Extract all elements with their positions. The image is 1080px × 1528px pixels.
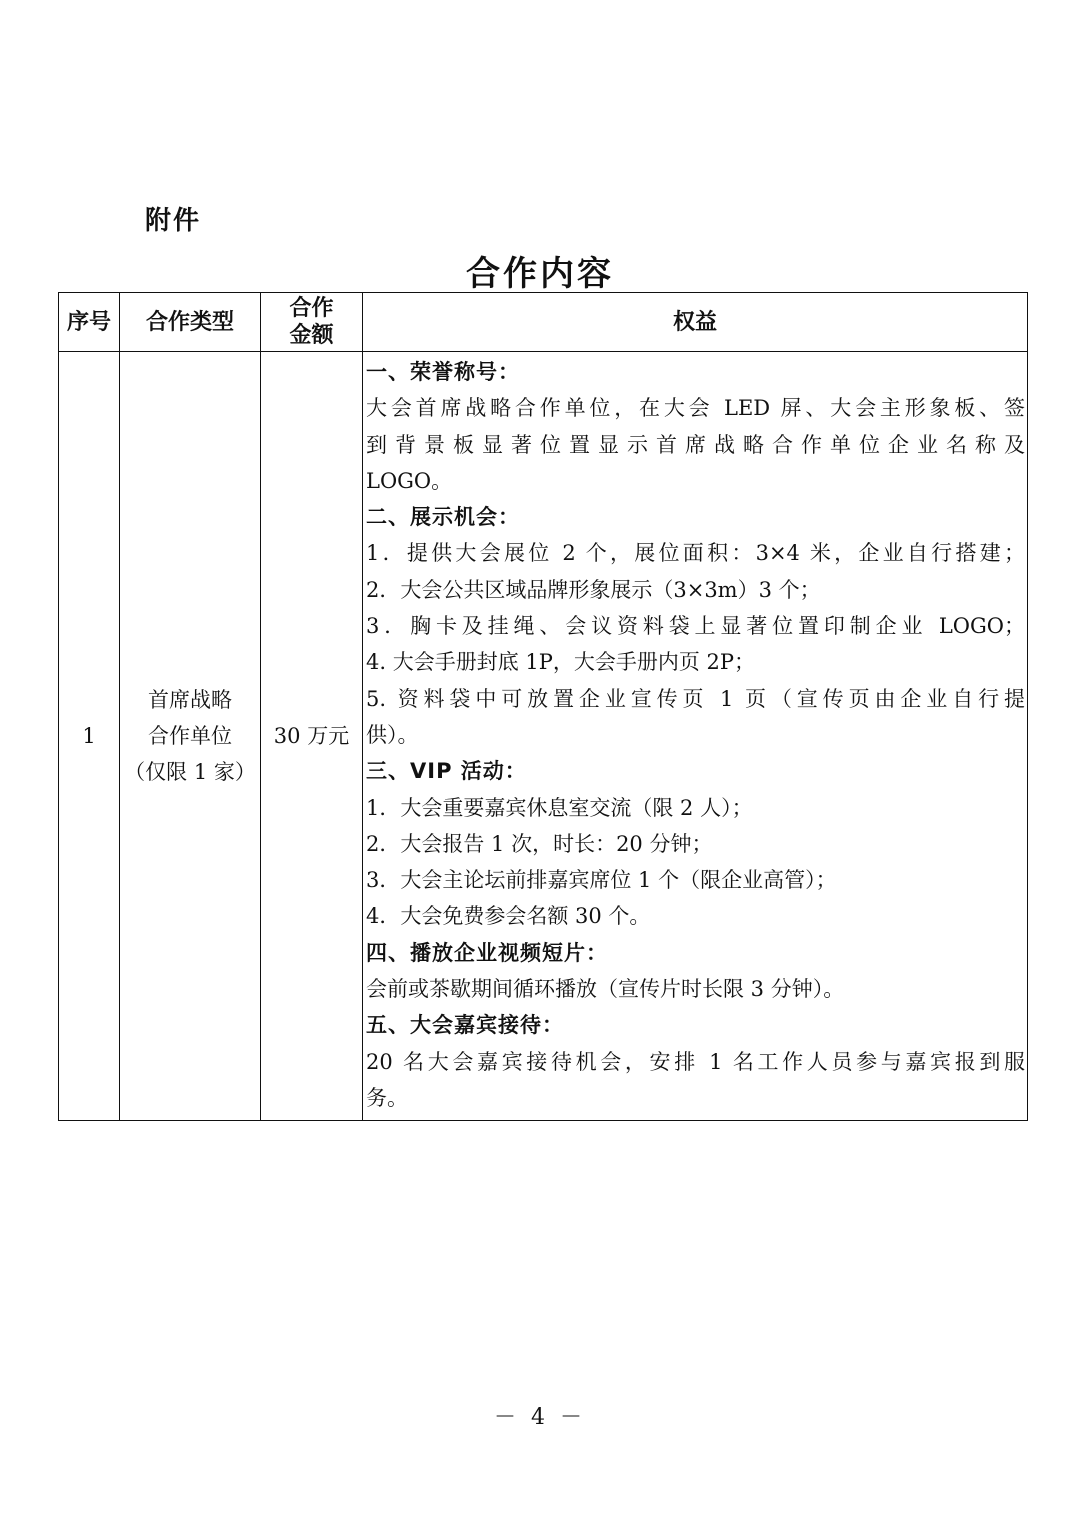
benefit-section-heading <box>366 499 1025 535</box>
benefit-line: 2．大会报告 1 次，时长：20 分钟； <box>366 831 713 856</box>
benefit-line: 4. 大会手册封底 1P，大会手册内页 2P； <box>366 650 756 675</box>
benefit-section-heading <box>366 354 1025 390</box>
table-row <box>59 352 1028 1121</box>
benefit-section-heading <box>366 753 1025 789</box>
benefit-section-heading-text: 三、VIP 活动： <box>366 759 527 784</box>
row-benefits-cell <box>363 352 1028 1121</box>
table-header-row <box>59 293 1028 352</box>
benefit-section-heading <box>366 935 1025 971</box>
benefit-section-heading-text: 一、荣誉称号： <box>366 360 520 384</box>
header-amount-line1: 合作 <box>289 296 334 321</box>
benefit-line: 会前或茶歇期间循环播放（宣传片时长限 3 分钟）。 <box>366 977 845 1002</box>
benefit-line: 4．大会免费参会名额 30 个。 <box>366 904 651 929</box>
benefit-line: 3．胸卡及挂绳、会议资料袋上显著位置印制企业 LOGO； <box>366 614 1025 639</box>
row-amount-cell: 30 万元 <box>261 352 363 1121</box>
benefit-line: 务。 <box>366 1085 408 1110</box>
header-amount-line2: 金额 <box>289 323 334 348</box>
header-amount <box>261 293 363 352</box>
benefit-section-heading-text: 二、展示机会： <box>366 505 520 530</box>
row-index-cell: 1 <box>59 352 120 1121</box>
benefit-line: 供）。 <box>366 722 419 747</box>
benefit-line: 1．提供大会展位 2 个，展位面积：3×4 米，企业自行搭建； <box>366 541 1025 566</box>
row-type-line: （仅限 1 家） <box>124 760 256 785</box>
benefit-line: 大会首席战略合作单位，在大会 LED 屏、大会主形象板、签 <box>366 396 1025 421</box>
benefit-line: 到背景板显著位置显示首席战略合作单位企业名称及 <box>366 432 1025 457</box>
row-type-line: 合作单位 <box>148 724 232 749</box>
row-type-cell <box>120 352 261 1121</box>
benefit-section-heading-text: 五、大会嘉宾接待： <box>366 1013 564 1038</box>
benefit-line: 2．大会公共区域品牌形象展示（3×3m）3 个； <box>366 577 821 602</box>
cooperation-table <box>58 292 1028 1121</box>
document-title: 合作内容 <box>466 254 614 294</box>
benefit-line: 5. 资料袋中可放置企业宣传页 1 页（宣传页由企业自行提 <box>366 686 1025 711</box>
header-benefits: 权益 <box>363 293 1028 352</box>
benefit-line: LOGO。 <box>366 468 453 493</box>
page-number: － 4 － <box>494 1405 586 1430</box>
benefit-line: 3．大会主论坛前排嘉宾席位 1 个（限企业高管）； <box>366 868 837 893</box>
benefit-section-heading <box>366 1007 1025 1043</box>
header-index: 序号 <box>59 293 120 352</box>
header-type: 合作类型 <box>120 293 261 352</box>
benefit-line: 1．大会重要嘉宾休息室交流（限 2 人）； <box>366 795 753 820</box>
row-type-line: 首席战略 <box>148 688 232 713</box>
benefit-section-heading-text: 四、播放企业视频短片： <box>366 940 608 965</box>
benefit-line: 20 名大会嘉宾接待机会，安排 1 名工作人员参与嘉宾报到服 <box>366 1049 1025 1074</box>
attachment-label: 附件 <box>145 206 202 236</box>
